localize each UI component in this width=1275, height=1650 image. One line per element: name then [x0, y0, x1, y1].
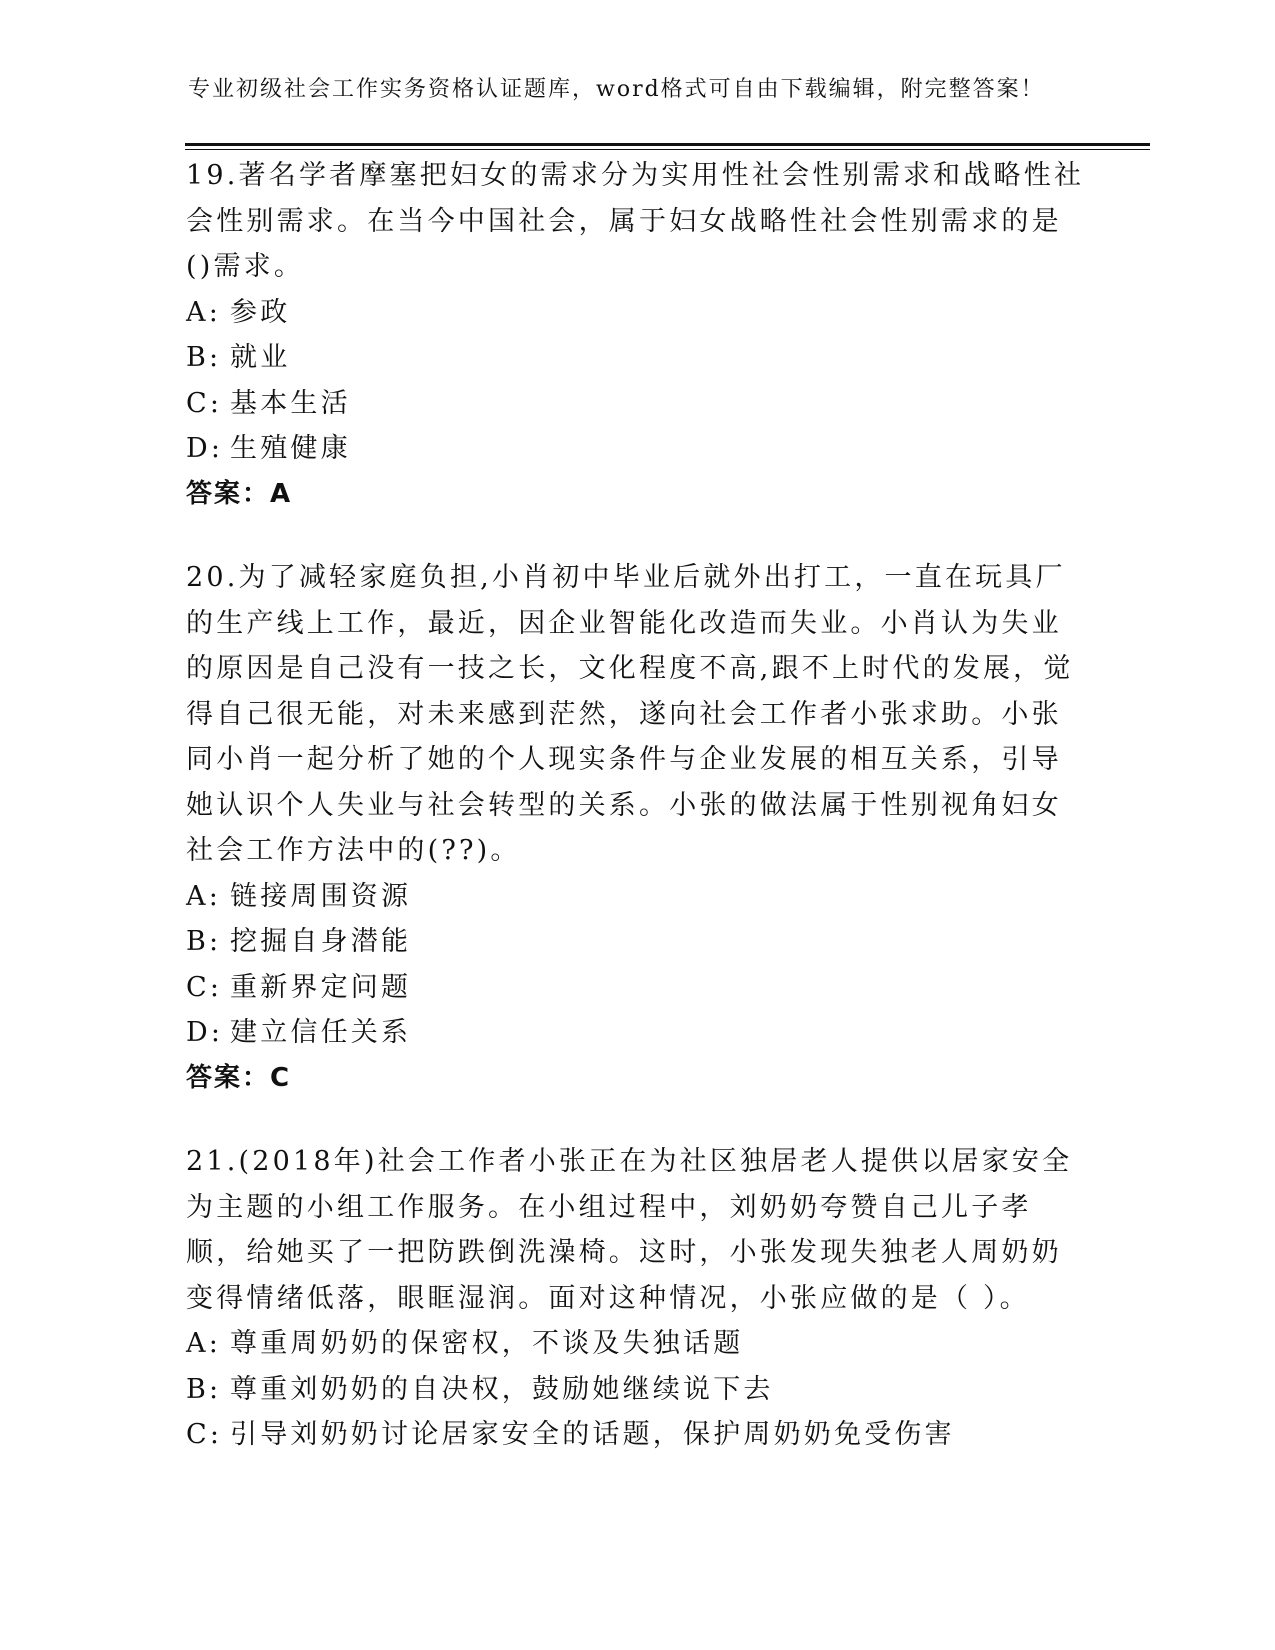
option-a	[186, 1321, 1086, 1367]
answer-label: 答案：C	[186, 1062, 292, 1093]
option-d	[186, 1010, 1086, 1056]
option-text: 就业	[230, 342, 291, 373]
option-text: 建立信任关系	[230, 1017, 412, 1048]
option-a	[186, 874, 1086, 920]
option-letter: A:	[186, 296, 221, 328]
option-letter: C:	[186, 387, 223, 419]
question-21	[186, 1139, 1086, 1458]
option-a	[186, 290, 1086, 336]
option-text: 重新界定问题	[230, 971, 412, 1003]
option-text: 参政	[230, 296, 291, 328]
header-rule-thick	[185, 143, 1150, 146]
option-b	[186, 335, 1086, 381]
option-text: 引导刘奶奶讨论居家安全的话题，保护周奶奶免受伤害	[230, 1419, 955, 1450]
option-text: 链接周围资源	[230, 880, 412, 912]
answer-label: 答案：A	[186, 478, 293, 509]
question-text: 21.(2018年)社会工作者小张正在为社区独居老人提供以居家安全为主题的小组工作服务。在小组过程中，刘奶奶夸赞自己儿子孝顺，给她买了一把防跌倒洗澡椅。这时，小张发现失独老人周奶奶变得情绪低落，眼眶湿润。面对这种情况，小张应做的是（ ）。	[186, 1146, 1073, 1314]
option-text: 尊重刘奶奶的自决权，鼓励她继续说下去	[230, 1373, 774, 1405]
question-20	[186, 555, 1086, 1101]
option-c	[186, 1412, 1086, 1458]
option-d	[186, 426, 1086, 472]
option-letter: D:	[186, 433, 224, 464]
option-b	[186, 919, 1086, 965]
option-text: 尊重周奶奶的保密权，不谈及失独话题	[230, 1328, 744, 1359]
option-c	[186, 381, 1086, 427]
option-letter: C:	[186, 971, 223, 1003]
question-text: 19.著名学者摩塞把妇女的需求分为实用性社会性别需求和战略性社会性别需求。在当今中国社会，属于妇女战略性社会性别需求的是()需求。	[186, 160, 1085, 282]
option-letter: A:	[186, 1328, 221, 1359]
option-letter: A:	[186, 880, 221, 912]
header-rule-thin	[185, 149, 1150, 150]
option-letter: B:	[186, 1373, 222, 1405]
option-text: 挖掘自身潜能	[230, 926, 412, 957]
option-text: 生殖健康	[230, 433, 351, 464]
option-b	[186, 1367, 1086, 1413]
question-19	[186, 153, 1086, 517]
option-letter: C:	[186, 1419, 223, 1450]
option-letter: B:	[186, 342, 222, 373]
page-header: 专业初级社会工作实务资格认证题库，word格式可自由下载编辑，附完整答案！	[188, 77, 1045, 102]
option-letter: D:	[186, 1017, 224, 1048]
option-text: 基本生活	[230, 387, 351, 419]
option-c	[186, 965, 1086, 1011]
question-text: 20.为了减轻家庭负担,小肖初中毕业后就外出打工，一直在玩具厂的生产线上工作，最近，因企业智能化改造而失业。小肖认为失业的原因是自己没有一技之长，文化程度不高,跟不上时代的发展，觉得自己很无能，对未来感到茫然，遂向社会工作者小张求助。小张同小肖一起分析了她的个人现实条件与企业发展的相互关系，引导她认识个人失业与社会转型的关系。小张的做法属于性别视角妇女社会工作方法中的(??)。	[186, 562, 1074, 866]
option-letter: B:	[186, 926, 222, 957]
question-list	[186, 153, 1086, 1496]
